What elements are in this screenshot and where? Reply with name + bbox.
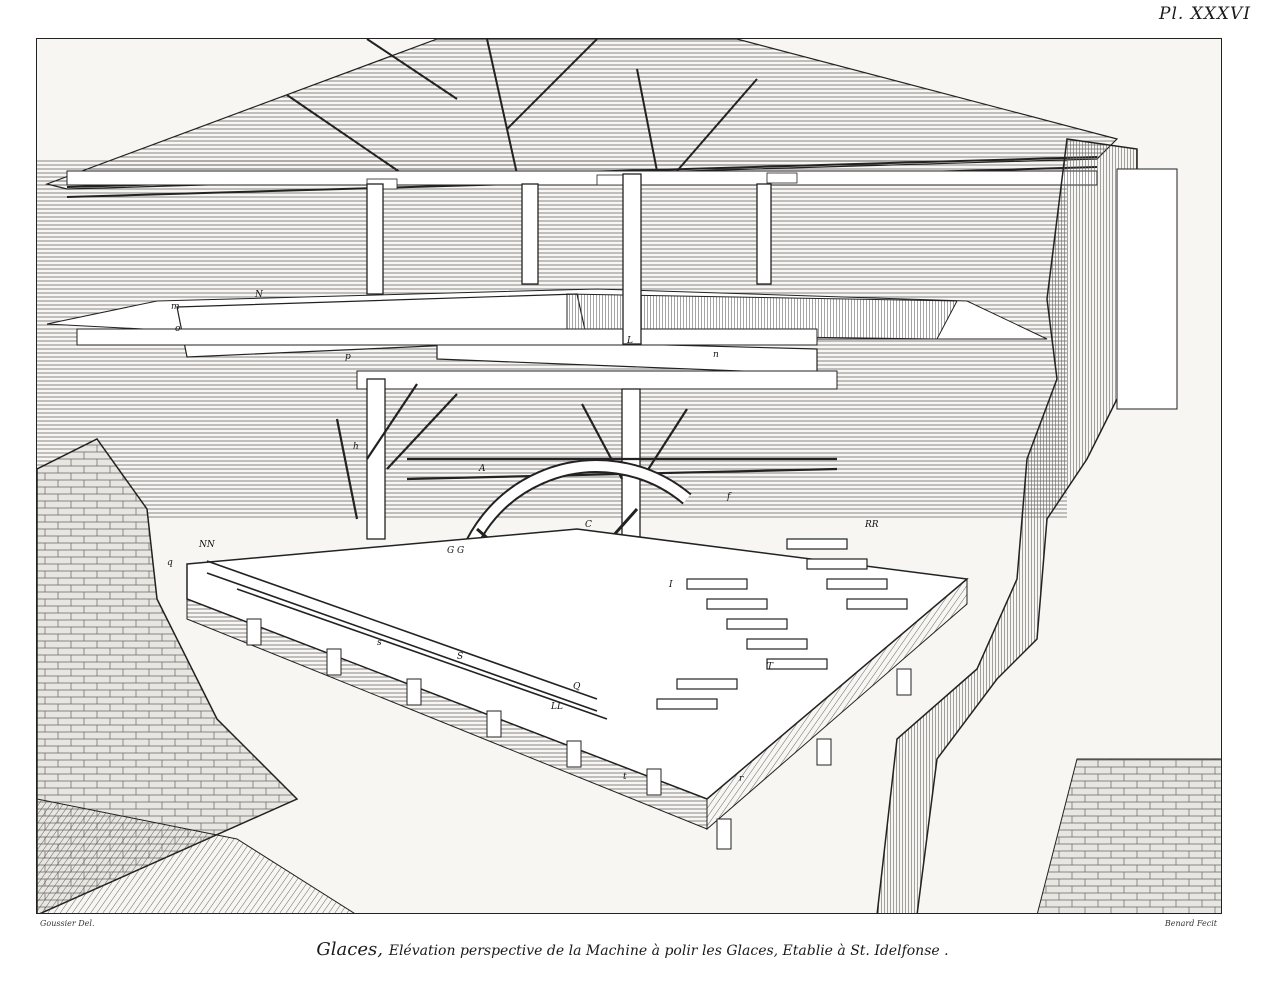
wall-window	[1117, 169, 1177, 409]
label-s: s	[377, 638, 382, 648]
caption-text: Elévation perspective de la Machine à polir les Glaces, Etablie à St. Idelfonse .	[388, 943, 949, 959]
label-t: t	[623, 772, 627, 782]
label-S: S	[457, 652, 464, 662]
label-RR: RR	[865, 520, 879, 530]
ceiling-beam	[67, 171, 1097, 185]
label-I: I	[669, 580, 673, 590]
label-NN: NN	[199, 540, 215, 550]
label-T: T	[767, 662, 774, 672]
credit-draughtsman: Goussier Del.	[40, 919, 95, 928]
plate-caption	[0, 939, 1265, 960]
credit-engraver: Benard Fecit	[1164, 919, 1217, 928]
label-LL: LL	[551, 702, 563, 712]
label-m: m	[171, 302, 180, 312]
label-r: r	[739, 774, 744, 784]
label-h: h	[353, 442, 359, 452]
label-Q: Q	[573, 682, 581, 692]
label-A: A	[479, 464, 486, 474]
right-foundation	[1037, 759, 1222, 914]
plate-number: Pl. XXXVI	[1159, 4, 1251, 24]
label-o: o	[175, 324, 181, 334]
label-N: N	[255, 290, 263, 300]
label-f: f	[727, 492, 731, 502]
label-q: q	[167, 558, 173, 568]
engraving-illustration	[37, 39, 1222, 914]
caption-category: Glaces,	[316, 939, 383, 960]
label-n: n	[713, 350, 719, 360]
label-GG: G G	[447, 546, 465, 556]
label-L: L	[627, 336, 633, 346]
label-p: p	[345, 352, 351, 362]
engraving-frame	[36, 38, 1222, 914]
label-C: C	[585, 520, 592, 530]
